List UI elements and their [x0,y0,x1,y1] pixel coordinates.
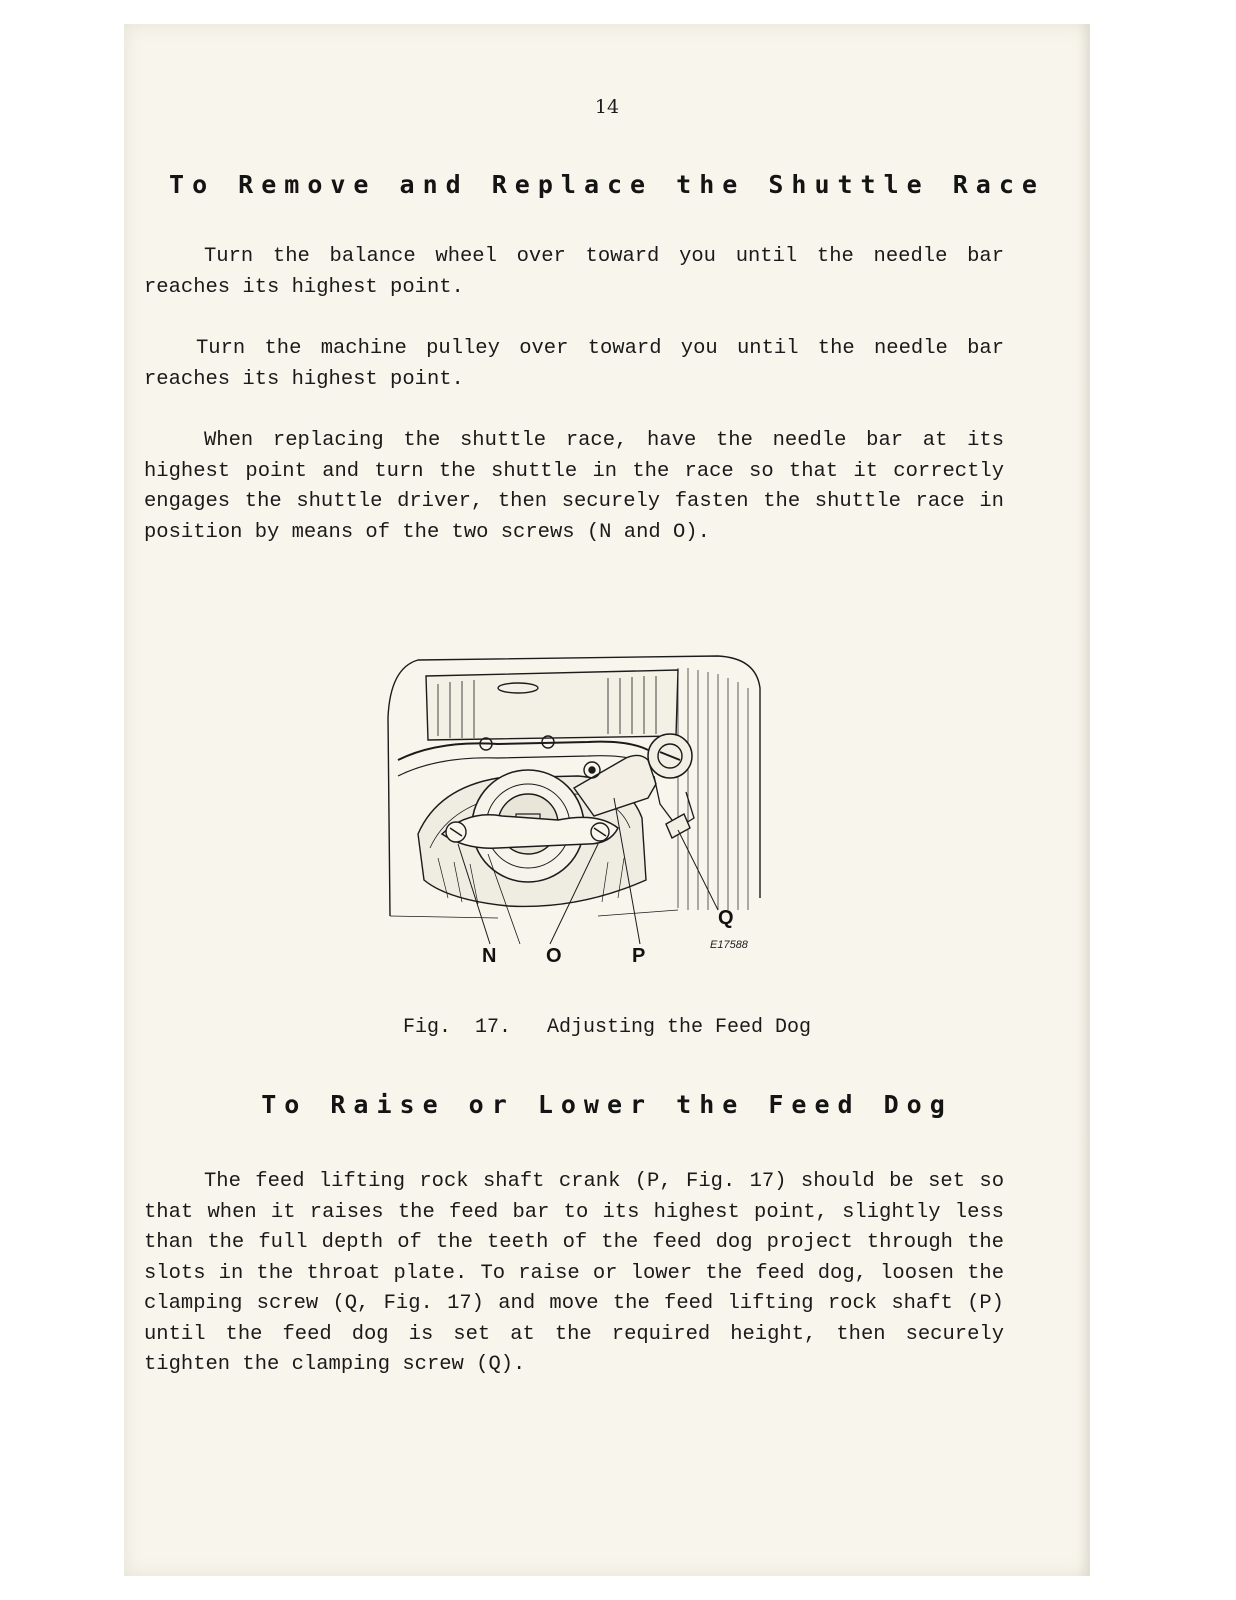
figure-17-illustration [378,648,768,964]
section-heading-shuttle-race: To Remove and Replace the Shuttle Race [169,170,1045,199]
feed-dog-mechanism-drawing [378,648,768,964]
paragraph-machine-pulley: Turn the machine pulley over toward you until the needle bar reaches its highest point. [144,337,1004,391]
figure-caption: Fig. 17. Adjusting the Feed Dog [402,1016,812,1039]
callout-o: O [546,945,562,964]
paragraph-balance-wheel: Turn the balance wheel over toward you until the needle bar reaches its highest point. [144,245,1004,299]
page-number: 14 [594,96,620,118]
manual-page [124,24,1090,1576]
callout-p: P [632,945,646,964]
paragraph-feed-lifting-rock-shaft: The feed lifting rock shaft crank (P, Fig. 17) should be set so that when it raises the feed bar to its highest point, slightly less than the full depth of the teeth of the feed dog project through the slots in the throat plate. To raise or lower the feed dog, loosen the clamping screw (Q, Fig. 17) and move the feed lifting rock shaft (P) until the feed dog is set at the required height, then securely tighten the clamping screw (Q). [144,1170,1004,1376]
figure-reference-code: E17588 [710,939,748,951]
paragraph-replacing-shuttle-race: When replacing the shuttle race, have the needle bar at its highest point and turn the shuttle in the race so that it correctly engages the shuttle driver, then securely fasten the shuttle race in position by means of the two screws (N and O). [144,429,1004,544]
section-heading-feed-dog: To Raise or Lower the Feed Dog [261,1090,953,1119]
callout-q: Q [718,907,734,929]
page-edge-shadow [1078,24,1090,1576]
callout-n: N [482,945,497,964]
